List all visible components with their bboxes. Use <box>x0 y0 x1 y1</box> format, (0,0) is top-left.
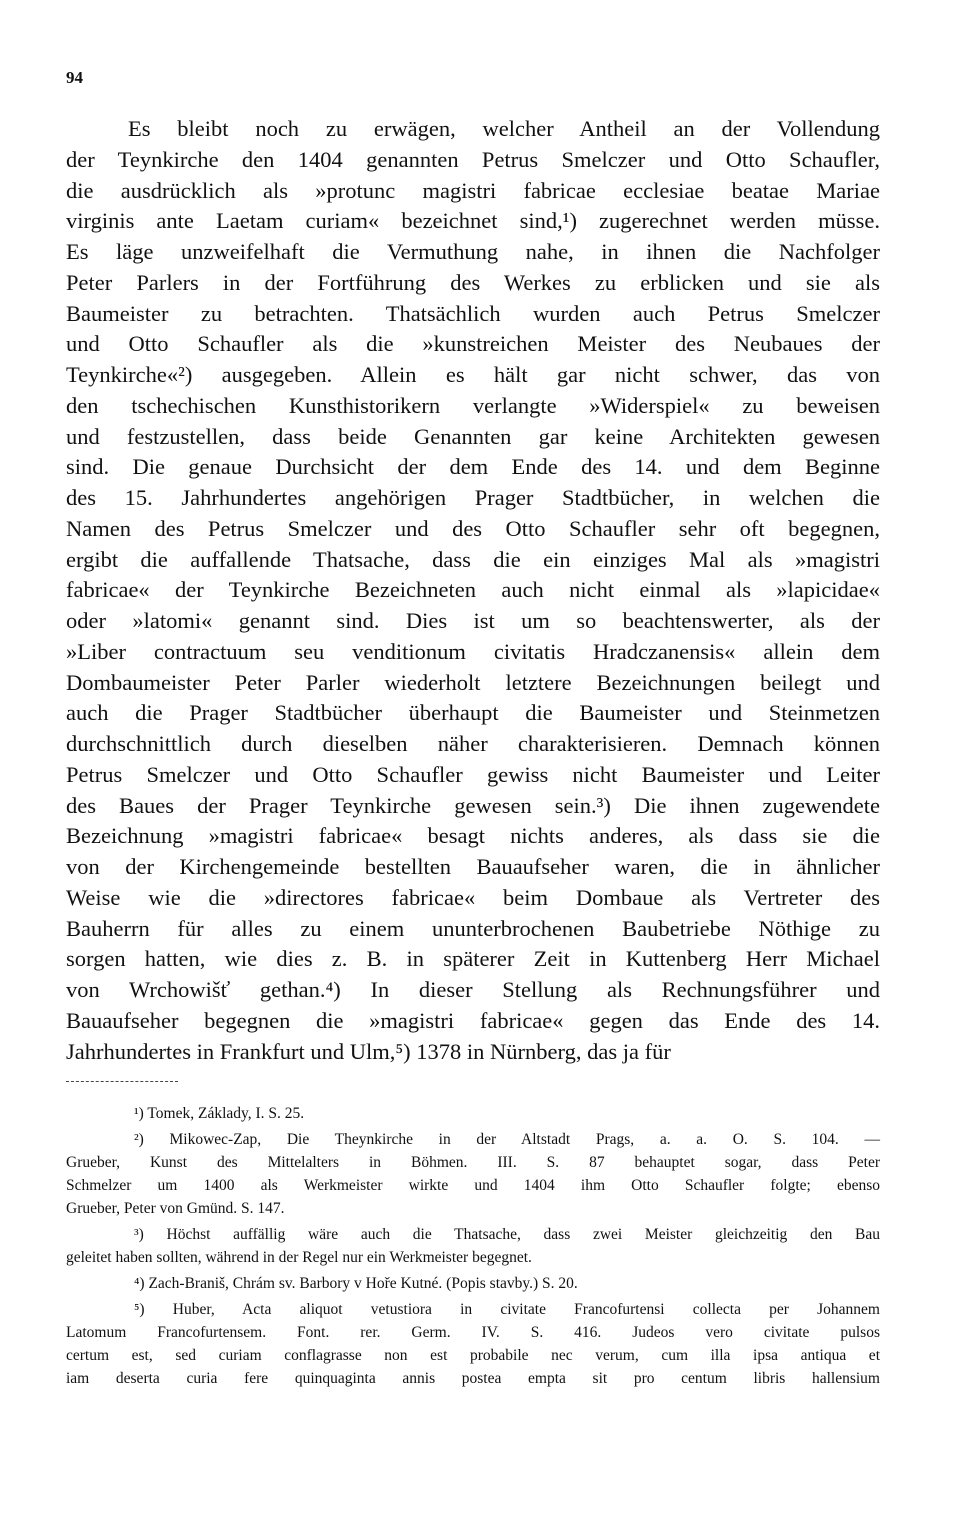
body-line: von der Kirchengemeinde bestellten Bauaufseher waren, die in ähnlicher <box>66 854 880 879</box>
body-line: fabricae« der Teynkirche Bezeichneten auch nicht einmal als »lapicidae« <box>66 577 880 603</box>
footnote-2: ²) Mikowec-Zap, Die Theynkirche in der Altstadt Prags, a. a. O. S. 104. — <box>134 1131 880 1148</box>
body-line: virginis ante Laetam curiam« bezeichnet sind,¹) zugerechnet werden müsse. <box>66 208 880 234</box>
body-line: auch die Prager Stadtbücher überhaupt die Baumeister und Steinmetzen <box>66 700 880 726</box>
footnote-line: Latomum Francofurtensem. Font. rer. Germ. IV. S. 416. Judeos vero civitate pulsos <box>66 1324 880 1341</box>
body-line: der Teynkirche den 1404 genannten Petrus Smelczer und Otto Schaufler, <box>66 146 880 172</box>
body-line: oder »latomi« genannt sind. Dies ist um so beachtenswerter, als der <box>66 608 880 633</box>
body-line: des 15. Jahrhundertes angehörigen Prager Stadtbücher, in welchen die <box>66 485 880 510</box>
body-line: sorgen hatten, wie dies z. B. in späterer Zeit in Kuttenberg Herr Michael <box>66 946 880 972</box>
body-line: Bauaufseher begegnen die »magistri fabricae« gegen das Ende des 14. <box>66 1007 880 1033</box>
footnote-5: ⁵) Huber, Acta aliquot vetustiora in civitate Francofurtensi collecta per Johannem <box>134 1301 880 1318</box>
body-line: von Wrchowišť gethan.⁴) In dieser Stellung als Rechnungsführer und <box>66 977 880 1002</box>
body-line: Es läge unzweifelhaft die Vermuthung nahe, in ihnen die Nachfolger <box>66 239 880 264</box>
body-line: die ausdrücklich als »protunc magistri fabricae ecclesiae beatae Mariae <box>66 177 880 203</box>
body-line: Peter Parlers in der Fortführung des Werkes zu erblicken und sie als <box>66 269 880 295</box>
footnote-3: ³) Höchst auffällig wäre auch die Thatsache, dass zwei Meister gleichzeitig den Bau <box>134 1226 880 1243</box>
body-line: Jahrhundertes in Frankfurt und Ulm,⁵) 1378 in Nürnberg, das ja für <box>66 1038 671 1064</box>
footnote-line: geleitet haben sollten, während in der Regel nur ein Werkmeister begegnet. <box>66 1249 532 1266</box>
body-line: Bezeichnung »magistri fabricae« besagt nichts anderes, als dass sie die <box>66 823 880 849</box>
body-line: den tschechischen Kunsthistorikern verlangte »Widerspiel« zu beweisen <box>66 392 880 418</box>
page-number: 94 <box>66 68 83 87</box>
body-line: »Liber contractuum seu venditionum civitatis Hradczanensis« allein dem <box>66 638 880 664</box>
body-line: und Otto Schaufler als die »kunstreichen Meister des Neubaues der <box>66 331 880 357</box>
body-line: Weise wie die »directores fabricae« beim Dombaue als Vertreter des <box>66 884 880 910</box>
body-line: durchschnittlich durch dieselben näher charakterisieren. Demnach können <box>66 731 880 756</box>
footnote-line: Schmelzer um 1400 als Werkmeister wirkte und 1404 ihm Otto Schaufler folgte; ebenso <box>66 1177 880 1194</box>
body-line: Dombaumeister Peter Parler wiederholt letztere Bezeichnungen beilegt und <box>66 669 880 695</box>
footnote-line: Grueber, Kunst des Mittelalters in Böhmen. III. S. 87 behauptet sogar, dass Peter <box>66 1154 880 1171</box>
footnote-line: Grueber, Peter von Gmünd. S. 147. <box>66 1200 285 1217</box>
body-line: Petrus Smelczer und Otto Schaufler gewiss nicht Baumeister und Leiter <box>66 761 880 787</box>
body-line: des Baues der Prager Teynkirche gewesen sein.³) Die ihnen zugewendete <box>66 792 880 818</box>
body-line: Namen des Petrus Smelczer und des Otto Schaufler sehr oft begegnen, <box>66 515 880 541</box>
body-line: Es bleibt noch zu erwägen, welcher Antheil an der Vollendung <box>128 116 880 141</box>
footnote-4: ⁴) Zach-Braniš, Chrám sv. Barbory v Hoře Kutné. (Popis stavby.) S. 20. <box>134 1275 578 1292</box>
body-line: und festzustellen, dass beide Genannten gar keine Architekten gewesen <box>66 423 880 449</box>
footnote-line: iam deserta curia fere quinquaginta annis postea empta sit pro centum libris hallensium <box>66 1370 880 1387</box>
body-line: ergibt die auffallende Thatsache, dass die ein einziges Mal als »magistri <box>66 546 880 572</box>
body-line: sind. Die genaue Durchsicht der dem Ende des 14. und dem Beginne <box>66 454 880 480</box>
body-text <box>66 114 880 1067</box>
footnotes <box>66 1102 880 1390</box>
footnote-divider <box>66 1081 178 1082</box>
body-line: Bauherrn für alles zu einem ununterbrochenen Baubetriebe Nöthige zu <box>66 915 880 941</box>
footnote-line: certum est, sed curiam conflagrasse non est probabile nec verum, cum illa ipsa antiqua et <box>66 1347 880 1364</box>
footnote-1: ¹) Tomek, Základy, I. S. 25. <box>134 1105 305 1122</box>
body-line: Teynkirche«²) ausgegeben. Allein es hält gar nicht schwer, das von <box>66 362 880 387</box>
body-line: Baumeister zu betrachten. Thatsächlich wurden auch Petrus Smelczer <box>66 300 880 326</box>
